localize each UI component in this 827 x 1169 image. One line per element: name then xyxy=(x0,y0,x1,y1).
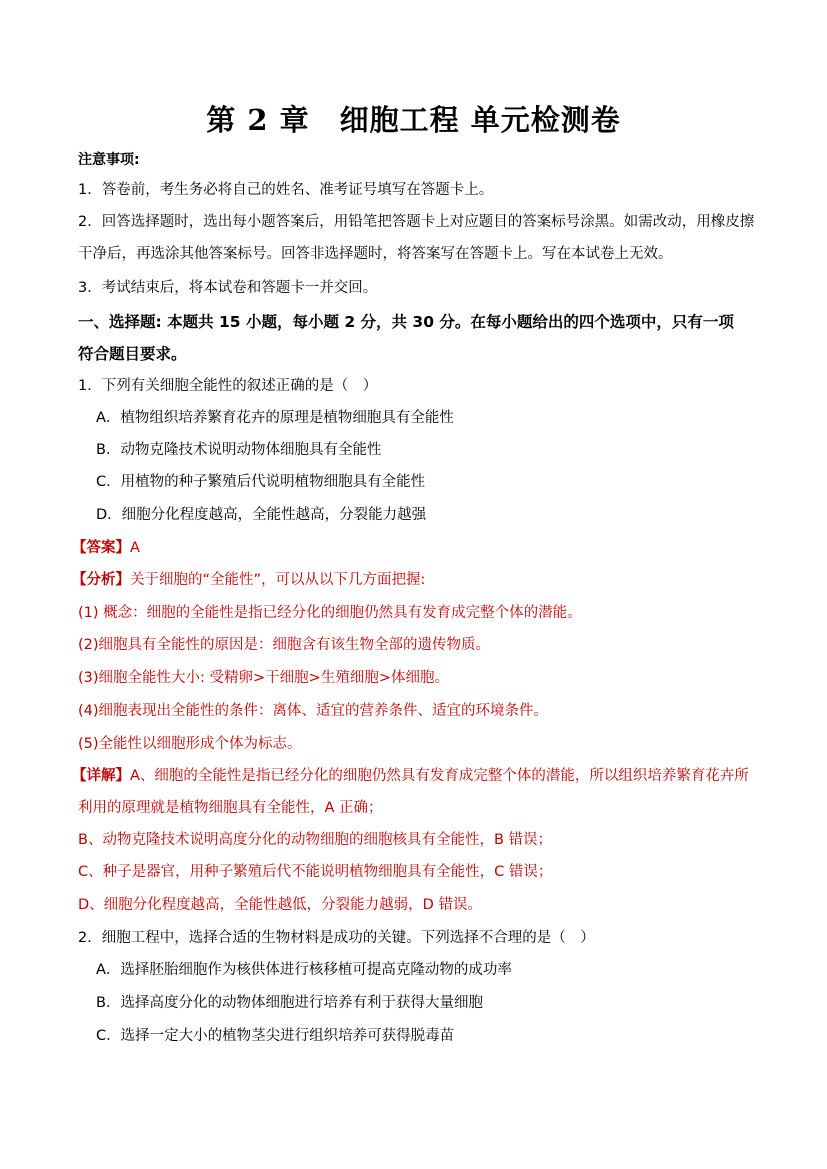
question-stem: 1．下列有关细胞全能性的叙述正确的是（ ） xyxy=(78,378,378,394)
option-c: C．选择一定大小的植物茎尖进行组织培养可获得脱毒苗 xyxy=(96,1028,455,1044)
detail-line: D、细胞分化程度越高，全能性越低，分裂能力越弱，D 错误。 xyxy=(78,897,482,913)
option-d: D．细胞分化程度越高，全能性越高，分裂能力越强 xyxy=(96,507,427,523)
notice-item: 2．回答选择题时，选出每小题答案后，用铅笔把答题卡上对应题目的答案标号涂黑。如需改动，用橡皮擦 xyxy=(78,214,755,230)
answer-value: A xyxy=(130,540,140,556)
notice-item: 1．答卷前，考生务必将自己的姓名、准考证号填写在答题卡上。 xyxy=(78,182,494,198)
question-stem: 2．细胞工程中，选择合适的生物材料是成功的关键。下列选择不合理的是（ ） xyxy=(78,930,595,946)
detail-first: A、细胞的全能性是指已经分化的细胞仍然具有发育成完整个体的潜能，所以组织培养繁育花卉所 xyxy=(130,768,749,784)
detail-line: B、动物克隆技术说明高度分化的动物细胞的细胞核具有全能性，B 错误； xyxy=(78,832,553,848)
detail-tag: 【详解】 xyxy=(72,768,130,784)
option-b: B．选择高度分化的动物体细胞进行培养有利于获得大量细胞 xyxy=(96,995,483,1011)
detail-line: 利用的原理就是植物细胞具有全能性，A 正确； xyxy=(78,800,383,816)
notice-heading: 注意事项: xyxy=(78,152,140,168)
analysis-point: (3)细胞全能性大小: 受精卵>干细胞>生殖细胞>体细胞。 xyxy=(78,670,449,686)
section-heading: 一、选择题: 本题共 15 小题，每小题 2 分，共 30 分。在每小题给出的四个选项中，只有一项 xyxy=(78,313,734,331)
detail-line: C、种子是器官，用种子繁殖后代不能说明植物细胞具有全能性，C 错误； xyxy=(78,864,553,880)
analysis-point: (1) 概念：细胞的全能性是指已经分化的细胞仍然具有发育成完整个体的潜能。 xyxy=(78,605,582,621)
analysis-tag: 【分析】 xyxy=(72,572,130,588)
option-a: A．植物组织培养繁育花卉的原理是植物细胞具有全能性 xyxy=(96,410,454,426)
option-b: B．动物克隆技术说明动物体细胞具有全能性 xyxy=(96,442,382,458)
section-heading-cont: 符合题目要求。 xyxy=(78,345,187,363)
notice-item: 干净后，再选涂其他答案标号。回答非选择题时，将答案写在答题卡上。写在本试卷上无效。 xyxy=(78,246,673,262)
notice-item: 3．考试结束后，将本试卷和答题卡一并交回。 xyxy=(78,280,378,296)
analysis-point: (4)细胞表现出全能性的条件：离体、适宜的营养条件、适宜的环境条件。 xyxy=(78,703,549,719)
option-a: A．选择胚胎细胞作为核供体进行核移植可提高克隆动物的成功率 xyxy=(96,962,512,978)
analysis-intro: 关于细胞的“全能性”，可以从以下几方面把握: xyxy=(130,572,426,588)
analysis-line xyxy=(72,570,425,590)
detail-line xyxy=(72,766,749,786)
page-title: 第 2 章 细胞工程 单元检测卷 xyxy=(206,103,621,137)
option-c: C．用植物的种子繁殖后代说明植物细胞具有全能性 xyxy=(96,474,426,490)
answer-line xyxy=(72,538,140,558)
answer-tag: 【答案】 xyxy=(72,540,130,556)
analysis-point: (2)细胞具有全能性的原因是：细胞含有该生物全部的遗传物质。 xyxy=(78,637,491,653)
analysis-point: (5)全能性以细胞形成个体为标志。 xyxy=(78,736,302,752)
